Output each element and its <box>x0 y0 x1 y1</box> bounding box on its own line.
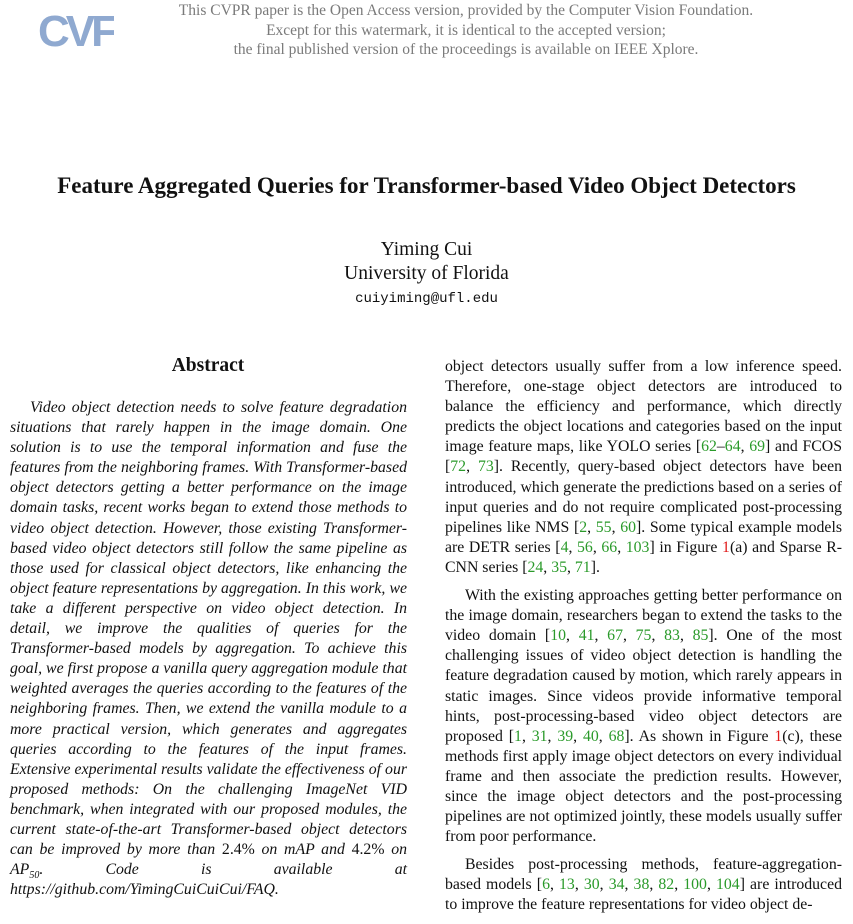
author-name: Yiming Cui <box>380 239 473 260</box>
watermark-line-3: the final published version of the proceedings is available on IEEE Xplore. <box>233 41 699 58</box>
body-paragraph-1: object detectors usually suffer from a low inference speed. Therefore, one-stage object detectors are introduced to balance the efficiency and performance, which directly predicts the object locations and categories based on the input image feature maps, like YOLO series [62–64, 69] and FCOS [72, 73]. Recently, query-based object detectors have been introduced, which generate the predictions based on a series of input queries and do not require complicated post-processing pipelines like NMS [2, 55, 60]. Some typical example models are DETR series [4, 56, 66, 103] in Figure 1(a) and Sparse R-CNN series [24, 35, 71]. <box>445 358 843 576</box>
citation-link[interactable]: 82 <box>658 876 675 894</box>
citation-link[interactable]: 34 <box>608 876 625 894</box>
citation-link[interactable]: 71 <box>574 558 591 576</box>
cvf-logo-text: CVF <box>38 7 114 54</box>
citation-link[interactable]: 66 <box>601 538 618 556</box>
citation-link[interactable]: 2 <box>579 518 588 536</box>
citation-link[interactable]: 31 <box>531 727 548 745</box>
citation-link[interactable]: 30 <box>583 876 600 894</box>
abstract-paragraph: Video object detection needs to solve feature degradation situations that rarely happen in the image domain. One solution is to use the temporal information and fuse the features from the neighboring frames. With Transformer-based object detectors getting a better performance on the image domain tasks, recent works began to extend those methods to video object detection. However, those existing Transformer-based video object detectors still follow the same pipeline as those used for classical object detectors, like enhancing the object feature representations by aggregation. In this work, we take a different perspective on video object detection. In detail, we improve the qualities of queries for the Transformer-based models by aggregation. To achieve this goal, we first propose a vanilla query aggregation module that weighted averages the queries according to the features of the neighboring frames. Then, we extend the vanilla module to a more practical version, which generates and aggregates queries according to the features of the input frames. Extensive experimental results validate the effectiveness of our proposed methods: On the challenging ImageNet VID benchmark, when integrated with our proposed modules, the current state-of-the-art Transformer-based object detectors can be improved by more than 2.4% on mAP and 4.2% on $AP_{50}$. Code is available at https://github.com/YimingCuiCuiCui/FAQ. <box>10 399 407 899</box>
cvf-logo <box>38 4 114 54</box>
citation-link[interactable]: 100 <box>683 876 707 894</box>
citation-link[interactable]: 73 <box>477 458 494 476</box>
watermark-line-2: Except for this watermark, it is identical to the accepted version; <box>266 21 666 39</box>
author-affiliation: University of Florida <box>344 263 509 284</box>
citation-link[interactable]: 38 <box>633 876 650 894</box>
citation-link[interactable]: 83 <box>664 627 680 645</box>
citation-link[interactable]: 6 <box>542 876 550 894</box>
citation-link[interactable]: 68 <box>608 727 625 745</box>
open-access-watermark <box>150 1 782 60</box>
citation-link[interactable]: 64 <box>724 438 741 456</box>
citation-link[interactable]: 103 <box>625 538 650 556</box>
citation-link[interactable]: 104 <box>715 876 740 894</box>
citation-link[interactable]: 75 <box>635 627 652 645</box>
citation-link[interactable]: 56 <box>577 538 593 556</box>
citation-link[interactable]: 24 <box>527 558 544 576</box>
citation-link[interactable]: 39 <box>557 727 574 745</box>
watermark-line-1: This CVPR paper is the Open Access version, provided by the Computer Vision Foundation. <box>178 2 754 19</box>
body-paragraph-2: With the existing approaches getting better performance on the image domain, researchers began to extend the tasks to the video domain [10, 41, 67, 75, 83, 85]. One of the most challenging issues of video object detection is handling the feature degradation caused by motion, which rarely appears in static images. Since videos provide informative temporal hints, post-processing-based video object detectors are proposed [1, 31, 39, 40, 68]. As shown in Figure 1(c), these methods first apply image object detectors on every individual frame and then associate the prediction results. However, since the image object detectors and the post-processing pipelines are not optimized jointly, these models usually suffer from poor performance. <box>445 587 843 846</box>
citation-link[interactable]: 40 <box>582 727 599 745</box>
citation-link[interactable]: 85 <box>692 627 709 645</box>
citation-link[interactable]: 35 <box>551 558 567 576</box>
citation-link[interactable]: 13 <box>559 876 575 894</box>
citation-link[interactable]: 72 <box>450 458 467 476</box>
citation-link[interactable]: 60 <box>620 518 636 536</box>
citation-link[interactable]: 4 <box>560 538 569 556</box>
citation-link[interactable]: 55 <box>595 518 612 536</box>
citation-link[interactable]: 10 <box>550 627 566 645</box>
citation-link[interactable]: 69 <box>749 438 766 456</box>
paper-title: Feature Aggregated Queries for Transformer-based Video Object Detectors <box>57 173 796 198</box>
citation-link[interactable]: 62 <box>701 438 717 456</box>
figure-link[interactable]: 1 <box>774 727 783 745</box>
body-paragraph-3: Besides post-processing methods, feature-aggregation-based models [6, 13, 30, 34, 38, 82, 100, 104] are introduced to improve the feature representations for video object de- <box>445 856 842 914</box>
figure-link[interactable]: 1 <box>722 538 730 556</box>
citation-link[interactable]: 41 <box>578 627 595 645</box>
author-block <box>0 238 853 312</box>
abstract-text <box>10 398 407 900</box>
citation-link[interactable]: 1 <box>514 727 522 745</box>
citation-link[interactable]: 67 <box>607 627 623 645</box>
abstract-heading: Abstract <box>171 355 245 376</box>
body-column-right <box>445 357 842 924</box>
author-email[interactable]: cuiyiming@ufl.edu <box>355 291 498 307</box>
